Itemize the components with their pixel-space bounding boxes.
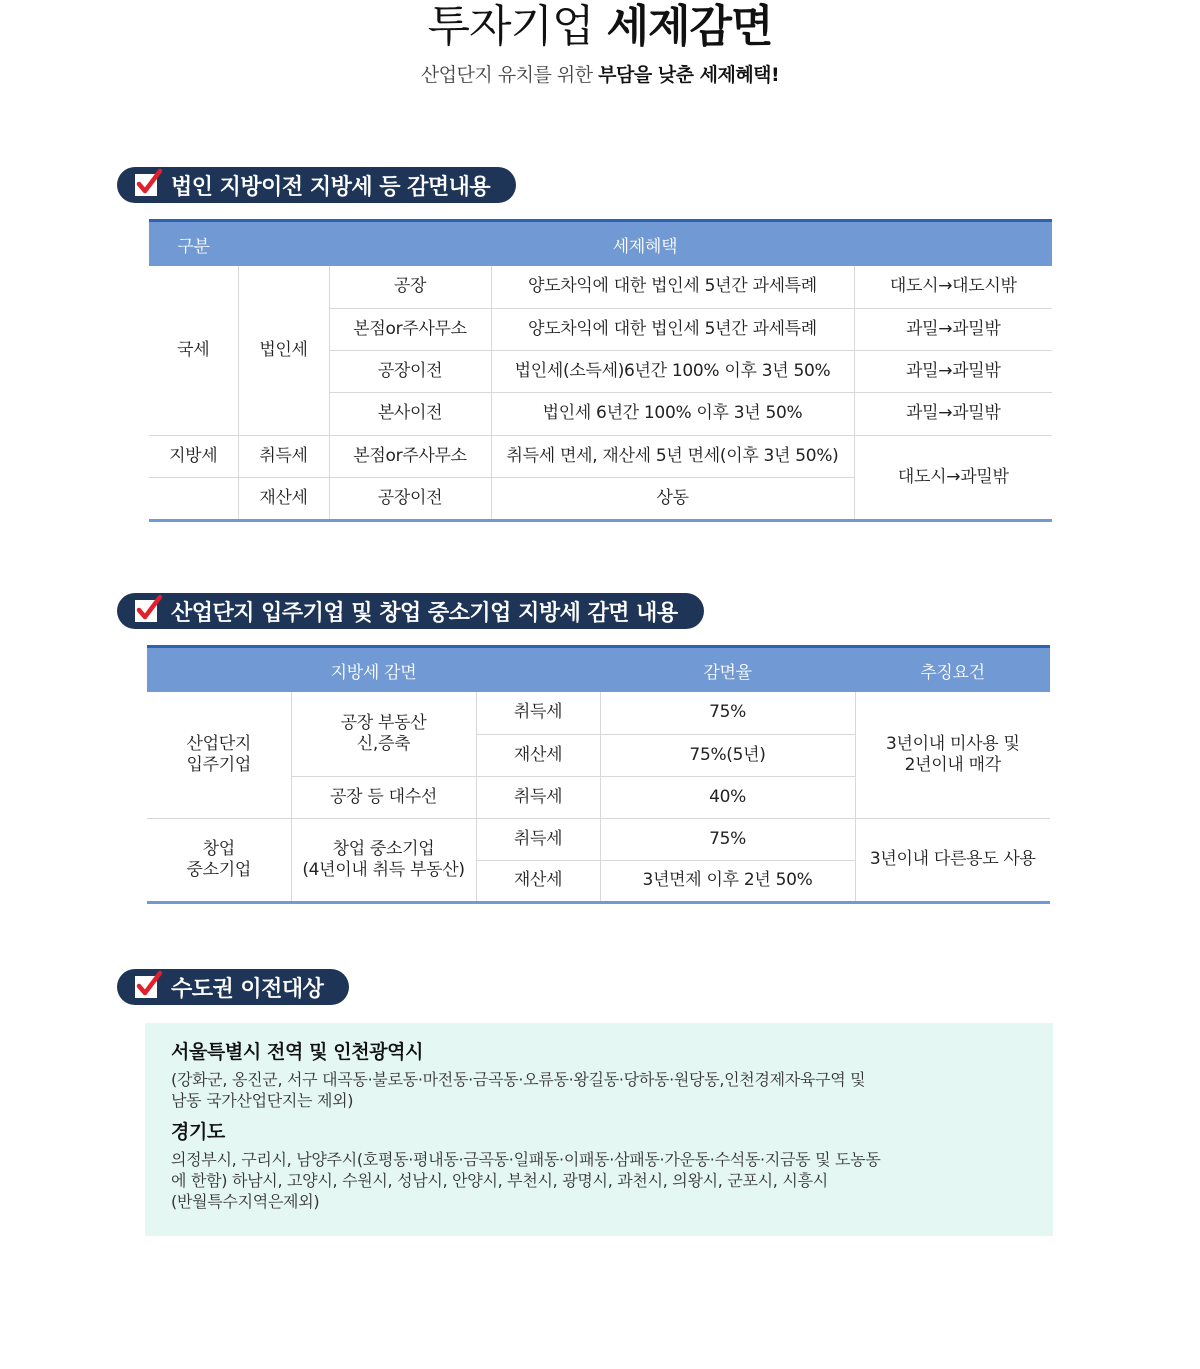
section2-heading-text: 산업단지 입주기업 및 창업 중소기업 지방세 감면 내용 [171, 600, 678, 626]
cell-group-name: 창업 중소기업 [186, 838, 251, 880]
subtitle-bold: 부담을 낮춘 세제혜택! [598, 64, 780, 86]
checkbox-check-icon [135, 976, 157, 998]
cell-tax-type: 재산세 [238, 477, 329, 520]
subtitle-light: 산업단지 유치를 위한 [420, 64, 593, 86]
cell-region: 대도시→대도시밖 [854, 266, 1052, 308]
section3-heading-text: 수도권 이전대상 [171, 976, 324, 1002]
gyeonggi-desc: 의정부시, 구리시, 남양주시(호평동·평내동·금곡동·일패동·이패동·삼패동·가운동·수석동·지금동 및 도농동 에 한함) 하남시, 고양시, 수원시, 성남시, 안양시, 부천시, 광명시, 과천시, 의왕시, 군포시, 시흥시 (반월특수지역은제외) [171, 1150, 881, 1211]
cell-item: 공장 부동산 신,증축 [291, 692, 476, 776]
cell-benefit: 법인세 6년간 100% 이후 3년 50% [491, 392, 854, 435]
cell-requirement: 3년이내 다른용도 사용 [855, 818, 1050, 902]
cell-benefit: 상동 [491, 477, 854, 520]
header-requirement: 추징요건 [855, 647, 1050, 693]
relocation-region-box [145, 1023, 1053, 1236]
header-rate: 감면율 [600, 647, 855, 693]
gyeonggi-title: 경기도 [171, 1121, 225, 1143]
seoul-desc: (강화군, 옹진군, 서구 대곡동·불로동·마전동·금곡동·오류동·왕길동·당하동·원당동,인천경제자육구역 및 남동 국가산업단지는 제외) [171, 1070, 866, 1110]
cell-national-tax: 국세 [149, 266, 238, 435]
cell-tax-type: 재산세 [476, 734, 600, 776]
header-benefit: 세제혜택 [238, 221, 1052, 267]
cell-region: 과밀→과밀밖 [854, 350, 1052, 392]
title-bold: 세제감면 [606, 1, 773, 52]
cell-tax-type: 취득세 [476, 818, 600, 860]
cell-target: 본점or주사무소 [329, 435, 491, 477]
title-light: 투자기업 [427, 1, 594, 52]
table-row [149, 435, 1052, 477]
cell-requirement: 3년이내 미사용 및 2년이내 매각 [855, 692, 1050, 818]
cell-region: 대도시→과밀밖 [854, 435, 1052, 520]
cell-item: 창업 중소기업 (4년이내 취득 부동산) [291, 818, 476, 902]
page-subtitle [0, 62, 1200, 88]
cell-rate: 75% [600, 692, 855, 734]
cell-tax-type: 취득세 [476, 776, 600, 818]
section1-heading [117, 167, 516, 203]
cell-group-name: 산업단지 입주기업 [147, 692, 291, 818]
section2-heading [117, 593, 704, 629]
cell-item: 공장 등 대수선 [291, 776, 476, 818]
cell-tax-type: 취득세 [238, 435, 329, 477]
cell-region: 과밀→과밀밖 [854, 392, 1052, 435]
cell-benefit: 법인세(소득세)6년간 100% 이후 3년 50% [491, 350, 854, 392]
cell-benefit: 양도차익에 대한 법인세 5년간 과세특례 [491, 266, 854, 308]
corporate-relocation-table [149, 219, 1052, 522]
cell-local-tax: 지방세 [149, 435, 238, 477]
cell-target: 공장이전 [329, 350, 491, 392]
cell-empty [149, 477, 238, 520]
cell-region: 과밀→과밀밖 [854, 308, 1052, 350]
cell-target: 본점or주사무소 [329, 308, 491, 350]
cell-tax-type: 취득세 [476, 692, 600, 734]
table-row [149, 266, 1052, 308]
checkbox-check-icon [135, 174, 157, 196]
cell-benefit: 양도차익에 대한 법인세 5년간 과세특례 [491, 308, 854, 350]
table-row [147, 692, 1050, 734]
seoul-title: 서울특별시 전역 및 인천광역시 [171, 1041, 424, 1063]
cell-target: 공장이전 [329, 477, 491, 520]
cell-tax-type: 재산세 [476, 860, 600, 902]
cell-target: 본사이전 [329, 392, 491, 435]
section1-heading-text: 법인 지방이전 지방세 등 감면내용 [171, 174, 491, 200]
table-header-row [149, 221, 1052, 267]
checkbox-check-icon [135, 600, 157, 622]
cell-rate: 75% [600, 818, 855, 860]
table-header-row [147, 647, 1050, 693]
table-row [147, 818, 1050, 860]
header-category: 구분 [149, 221, 238, 267]
section3-heading [117, 969, 349, 1005]
cell-rate: 40% [600, 776, 855, 818]
header-reduction: 지방세 감면 [147, 647, 600, 693]
page-title [0, 2, 1200, 52]
cell-rate: 3년면제 이후 2년 50% [600, 860, 855, 902]
cell-corporate-tax: 법인세 [238, 266, 329, 435]
cell-rate: 75%(5년) [600, 734, 855, 776]
cell-benefit: 취득세 면세, 재산세 5년 면세(이후 3년 50%) [491, 435, 854, 477]
industrial-complex-table [147, 645, 1050, 904]
cell-target: 공장 [329, 266, 491, 308]
